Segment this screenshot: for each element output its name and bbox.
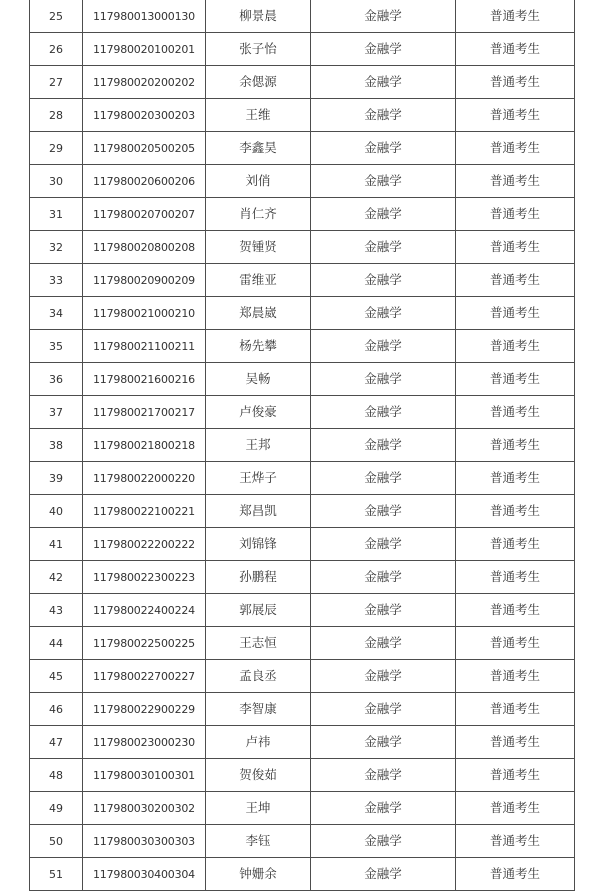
major-cell: 金融学: [311, 297, 456, 330]
candidate-name-cell: 刘锦锋: [206, 528, 311, 561]
table-row: [30, 396, 575, 429]
major-cell: 金融学: [311, 264, 456, 297]
candidate-name-cell: 钟姗余: [206, 858, 311, 891]
table-row: [30, 594, 575, 627]
major-cell: 金融学: [311, 594, 456, 627]
table-row: [30, 66, 575, 99]
table-row: [30, 693, 575, 726]
table-row: [30, 660, 575, 693]
candidate-name-cell: 王邦: [206, 429, 311, 462]
candidate-type-cell: 普通考生: [456, 429, 575, 462]
row-number-cell: 46: [30, 693, 83, 726]
table-row: [30, 825, 575, 858]
candidate-type-cell: 普通考生: [456, 759, 575, 792]
row-number-cell: 44: [30, 627, 83, 660]
major-cell: 金融学: [311, 726, 456, 759]
candidate-id-cell: 117980020800208: [83, 231, 206, 264]
table-row: [30, 528, 575, 561]
candidate-id-cell: 117980030300303: [83, 825, 206, 858]
candidate-name-cell: 卢祎: [206, 726, 311, 759]
row-number-cell: 29: [30, 132, 83, 165]
candidate-id-cell: 117980030400304: [83, 858, 206, 891]
candidate-type-cell: 普通考生: [456, 594, 575, 627]
major-cell: 金融学: [311, 495, 456, 528]
major-cell: 金融学: [311, 660, 456, 693]
table-row: [30, 33, 575, 66]
candidate-type-cell: 普通考生: [456, 99, 575, 132]
candidate-name-cell: 李智康: [206, 693, 311, 726]
candidate-id-cell: 117980020700207: [83, 198, 206, 231]
row-number-cell: 39: [30, 462, 83, 495]
candidate-name-cell: 郑晨崴: [206, 297, 311, 330]
candidate-id-cell: 117980013000130: [83, 0, 206, 33]
table-row: [30, 330, 575, 363]
row-number-cell: 34: [30, 297, 83, 330]
row-number-cell: 45: [30, 660, 83, 693]
major-cell: 金融学: [311, 66, 456, 99]
row-number-cell: 47: [30, 726, 83, 759]
candidate-type-cell: 普通考生: [456, 297, 575, 330]
row-number-cell: 40: [30, 495, 83, 528]
table-row: [30, 165, 575, 198]
major-cell: 金融学: [311, 858, 456, 891]
candidate-id-cell: 117980030100301: [83, 759, 206, 792]
candidate-type-cell: 普通考生: [456, 825, 575, 858]
candidate-name-cell: 郭展辰: [206, 594, 311, 627]
candidate-name-cell: 孙鹏程: [206, 561, 311, 594]
candidate-id-cell: 117980020600206: [83, 165, 206, 198]
candidate-name-cell: 王维: [206, 99, 311, 132]
row-number-cell: 37: [30, 396, 83, 429]
major-cell: 金融学: [311, 627, 456, 660]
candidate-name-cell: 孟良丞: [206, 660, 311, 693]
candidate-type-cell: 普通考生: [456, 858, 575, 891]
candidate-id-cell: 117980022400224: [83, 594, 206, 627]
candidate-id-cell: 117980020300203: [83, 99, 206, 132]
row-number-cell: 43: [30, 594, 83, 627]
major-cell: 金融学: [311, 363, 456, 396]
table-row: [30, 462, 575, 495]
candidate-id-cell: 117980022700227: [83, 660, 206, 693]
major-cell: 金融学: [311, 825, 456, 858]
candidate-name-cell: 王志恒: [206, 627, 311, 660]
row-number-cell: 30: [30, 165, 83, 198]
candidate-type-cell: 普通考生: [456, 330, 575, 363]
candidate-id-cell: 117980020900209: [83, 264, 206, 297]
major-cell: 金融学: [311, 561, 456, 594]
candidate-id-cell: 117980022100221: [83, 495, 206, 528]
major-cell: 金融学: [311, 429, 456, 462]
candidate-name-cell: 李钰: [206, 825, 311, 858]
candidate-id-cell: 117980030200302: [83, 792, 206, 825]
table-row: [30, 0, 575, 33]
table-row: [30, 495, 575, 528]
candidate-type-cell: 普通考生: [456, 528, 575, 561]
major-cell: 金融学: [311, 693, 456, 726]
candidate-name-cell: 余偲源: [206, 66, 311, 99]
table-row: [30, 627, 575, 660]
candidate-name-cell: 王烨子: [206, 462, 311, 495]
candidate-name-cell: 张子怡: [206, 33, 311, 66]
row-number-cell: 42: [30, 561, 83, 594]
table-row: [30, 726, 575, 759]
major-cell: 金融学: [311, 396, 456, 429]
table-row: [30, 231, 575, 264]
major-cell: 金融学: [311, 0, 456, 33]
candidate-name-cell: 吴畅: [206, 363, 311, 396]
major-cell: 金融学: [311, 33, 456, 66]
major-cell: 金融学: [311, 231, 456, 264]
row-number-cell: 32: [30, 231, 83, 264]
candidate-type-cell: 普通考生: [456, 792, 575, 825]
candidate-type-cell: 普通考生: [456, 198, 575, 231]
candidate-type-cell: 普通考生: [456, 495, 575, 528]
major-cell: 金融学: [311, 99, 456, 132]
candidate-name-cell: 柳景晨: [206, 0, 311, 33]
row-number-cell: 49: [30, 792, 83, 825]
candidate-name-cell: 李鑫昊: [206, 132, 311, 165]
row-number-cell: 33: [30, 264, 83, 297]
row-number-cell: 35: [30, 330, 83, 363]
candidate-id-cell: 117980022200222: [83, 528, 206, 561]
candidate-type-cell: 普通考生: [456, 396, 575, 429]
table-row: [30, 792, 575, 825]
major-cell: 金融学: [311, 132, 456, 165]
candidate-type-cell: 普通考生: [456, 231, 575, 264]
candidate-id-cell: 117980022300223: [83, 561, 206, 594]
candidate-name-cell: 贺锺贤: [206, 231, 311, 264]
candidate-id-cell: 117980021800218: [83, 429, 206, 462]
major-cell: 金融学: [311, 198, 456, 231]
candidate-type-cell: 普通考生: [456, 462, 575, 495]
row-number-cell: 28: [30, 99, 83, 132]
row-number-cell: 31: [30, 198, 83, 231]
candidate-id-cell: 117980022000220: [83, 462, 206, 495]
candidate-name-cell: 肖仁齐: [206, 198, 311, 231]
admission-list-table: [29, 0, 575, 891]
candidate-id-cell: 117980020200202: [83, 66, 206, 99]
table-row: [30, 198, 575, 231]
table-row: [30, 429, 575, 462]
candidate-type-cell: 普通考生: [456, 561, 575, 594]
table-row: [30, 99, 575, 132]
row-number-cell: 36: [30, 363, 83, 396]
candidate-id-cell: 117980021700217: [83, 396, 206, 429]
row-number-cell: 51: [30, 858, 83, 891]
table-row: [30, 264, 575, 297]
table-row: [30, 858, 575, 891]
row-number-cell: 25: [30, 0, 83, 33]
candidate-type-cell: 普通考生: [456, 363, 575, 396]
candidate-name-cell: 刘俏: [206, 165, 311, 198]
major-cell: 金融学: [311, 330, 456, 363]
row-number-cell: 27: [30, 66, 83, 99]
candidate-name-cell: 卢俊豪: [206, 396, 311, 429]
table-row: [30, 297, 575, 330]
table-row: [30, 759, 575, 792]
candidate-type-cell: 普通考生: [456, 726, 575, 759]
row-number-cell: 38: [30, 429, 83, 462]
candidate-id-cell: 117980021000210: [83, 297, 206, 330]
row-number-cell: 41: [30, 528, 83, 561]
candidate-name-cell: 雷维亚: [206, 264, 311, 297]
candidate-id-cell: 117980021600216: [83, 363, 206, 396]
major-cell: 金融学: [311, 462, 456, 495]
table-row: [30, 561, 575, 594]
candidate-id-cell: 117980022500225: [83, 627, 206, 660]
candidate-id-cell: 117980020100201: [83, 33, 206, 66]
admission-list-body: [30, 0, 575, 891]
candidate-id-cell: 117980020500205: [83, 132, 206, 165]
candidate-type-cell: 普通考生: [456, 693, 575, 726]
table-row: [30, 363, 575, 396]
major-cell: 金融学: [311, 528, 456, 561]
table-row: [30, 132, 575, 165]
candidate-id-cell: 117980021100211: [83, 330, 206, 363]
candidate-type-cell: 普通考生: [456, 0, 575, 33]
candidate-name-cell: 杨先攀: [206, 330, 311, 363]
candidate-type-cell: 普通考生: [456, 66, 575, 99]
row-number-cell: 48: [30, 759, 83, 792]
candidate-type-cell: 普通考生: [456, 627, 575, 660]
row-number-cell: 50: [30, 825, 83, 858]
major-cell: 金融学: [311, 792, 456, 825]
major-cell: 金融学: [311, 165, 456, 198]
candidate-type-cell: 普通考生: [456, 33, 575, 66]
candidate-id-cell: 117980022900229: [83, 693, 206, 726]
candidate-type-cell: 普通考生: [456, 165, 575, 198]
candidate-id-cell: 117980023000230: [83, 726, 206, 759]
row-number-cell: 26: [30, 33, 83, 66]
candidate-name-cell: 贺俊茹: [206, 759, 311, 792]
candidate-type-cell: 普通考生: [456, 264, 575, 297]
candidate-name-cell: 王坤: [206, 792, 311, 825]
candidate-type-cell: 普通考生: [456, 132, 575, 165]
candidate-name-cell: 郑昌凯: [206, 495, 311, 528]
candidate-type-cell: 普通考生: [456, 660, 575, 693]
major-cell: 金融学: [311, 759, 456, 792]
